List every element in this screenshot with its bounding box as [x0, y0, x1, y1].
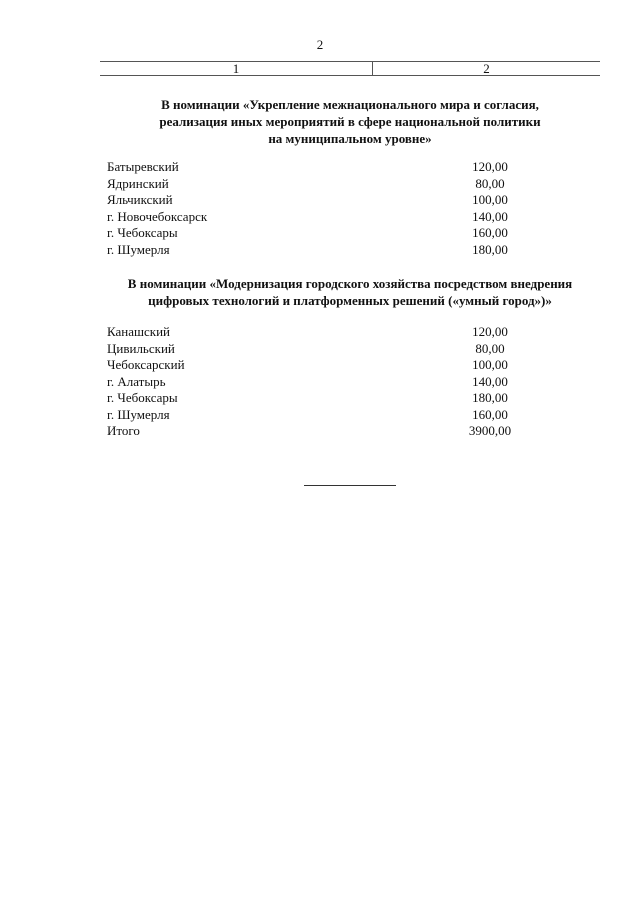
list-item — [107, 209, 527, 226]
total-label: Итого — [107, 423, 140, 438]
list-item — [107, 159, 527, 176]
total-value: 3900,00 — [468, 423, 512, 438]
section-2-title-line: цифровых технологий и платформенных решений («умный город»)» — [148, 293, 552, 308]
row-name: г. Новочебоксарск — [107, 208, 208, 224]
section-2-title-line: В номинации «Модернизация городского хозяйства посредством внедрения — [127, 276, 573, 291]
row-name: Батыревский — [107, 159, 179, 174]
list-item — [107, 176, 527, 193]
row-name: г. Чебоксары — [107, 225, 178, 240]
row-name: Яльчикский — [107, 192, 173, 207]
list-item — [107, 341, 527, 358]
section-1-list — [107, 159, 527, 258]
row-value: 160,00 — [472, 225, 508, 240]
row-name: Чебоксарский — [107, 357, 185, 372]
end-rule-divider — [304, 485, 396, 486]
list-item — [107, 225, 527, 242]
row-value: 140,00 — [472, 373, 508, 389]
list-item — [107, 192, 527, 209]
section-1-title — [100, 96, 600, 147]
list-item — [107, 324, 527, 341]
row-value: 180,00 — [472, 241, 508, 257]
row-value: 80,00 — [475, 340, 505, 356]
row-value: 180,00 — [472, 390, 508, 405]
list-item — [107, 357, 527, 374]
section-1-title-line: реализация иных мероприятий в сфере национальной политики — [159, 114, 541, 129]
row-value: 160,00 — [472, 406, 508, 422]
list-item — [107, 374, 527, 391]
row-name: Ядринский — [107, 175, 169, 191]
row-name: г. Шумерля — [107, 241, 170, 257]
row-name: г. Шумерля — [107, 406, 170, 422]
row-value: 100,00 — [472, 192, 508, 207]
row-name: г. Алатырь — [107, 373, 166, 389]
list-item — [107, 407, 527, 424]
column-header-2: 2 — [483, 61, 490, 76]
section-1-title-line: на муниципальном уровне» — [268, 131, 432, 146]
section-1-title-line: В номинации «Укрепление межнационального мира и согласия, — [161, 97, 539, 112]
row-name: Цивильский — [107, 340, 175, 356]
row-value: 120,00 — [472, 159, 508, 174]
row-value: 140,00 — [472, 208, 508, 224]
row-value: 120,00 — [472, 324, 508, 339]
page-number: 2 — [316, 37, 324, 52]
row-value: 100,00 — [472, 357, 508, 372]
row-name: г. Чебоксары — [107, 390, 178, 405]
column-header-1: 1 — [100, 62, 373, 75]
total-row — [107, 423, 527, 440]
section-2-title — [100, 275, 600, 309]
list-item — [107, 242, 527, 259]
column-header-table — [100, 61, 600, 76]
row-name: Канашский — [107, 324, 171, 339]
row-value: 80,00 — [475, 175, 505, 191]
section-2-list — [107, 324, 527, 440]
list-item — [107, 390, 527, 407]
